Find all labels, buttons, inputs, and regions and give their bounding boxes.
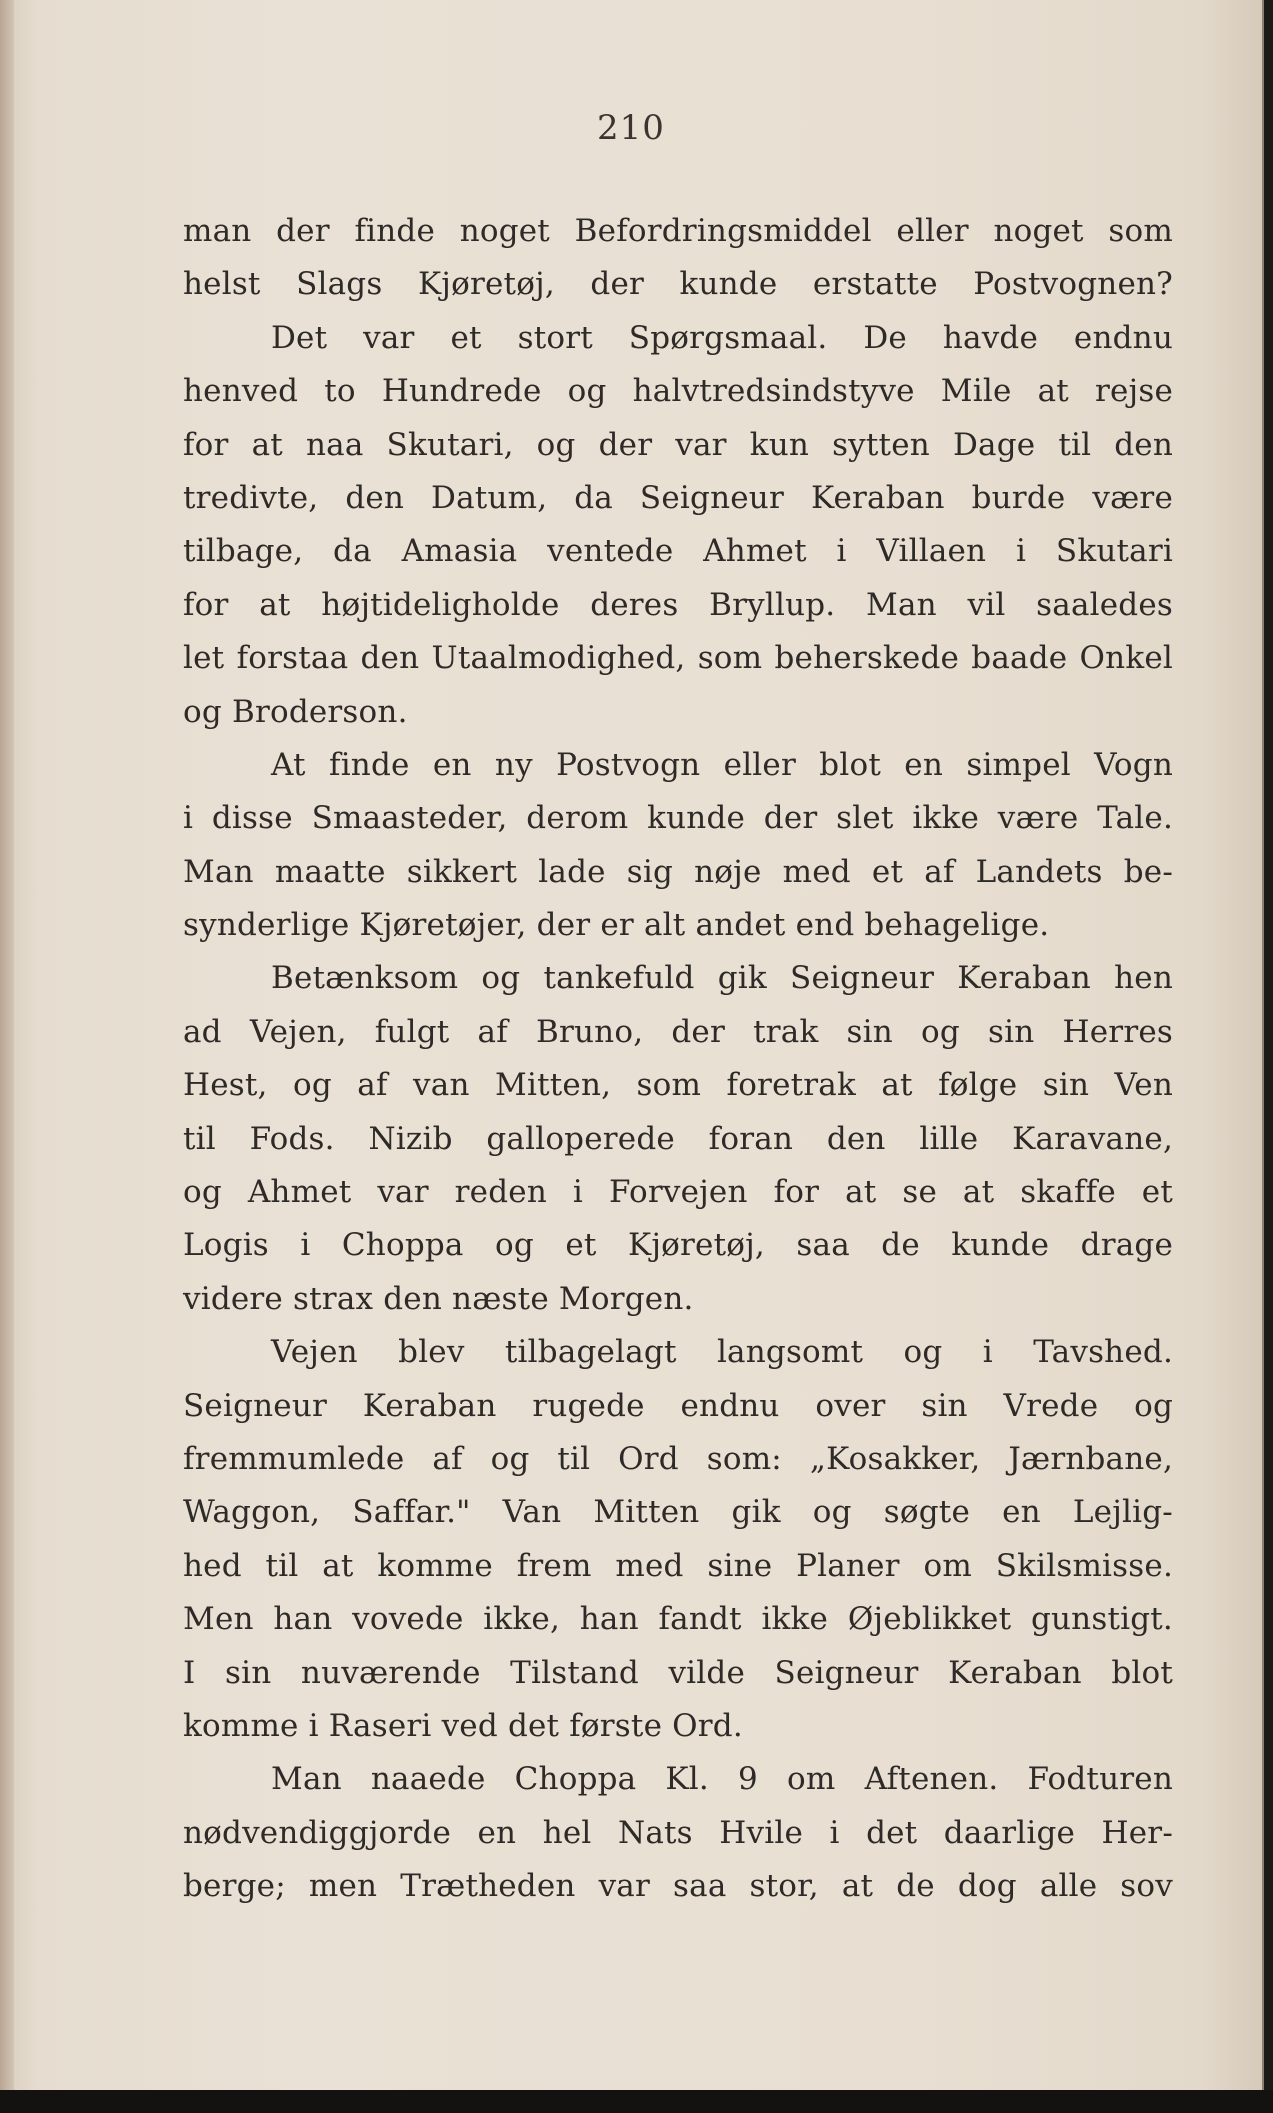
text-line: for at naa Skutari, og der var kun sytten Dage til den	[183, 426, 1173, 463]
text-line: videre strax den næste Morgen.	[183, 1280, 694, 1317]
text-line: Betænksom og tankefuld gik Seigneur Keraban hen	[271, 960, 1173, 997]
text-line: Waggon, Saffar." Van Mitten gik og søgte en Lejlig-	[183, 1494, 1173, 1531]
text-line: Men han vovede ikke, han fandt ikke Øjeblikket gunstigt.	[183, 1601, 1173, 1638]
text-line: og Broderson.	[183, 693, 408, 730]
text-line: fremmumlede af og til Ord som: „Kosakker, Jærnbane,	[183, 1440, 1173, 1477]
text-line: og Ahmet var reden i Forvejen for at se at skaffe et	[183, 1174, 1173, 1211]
text-line: I sin nuværende Tilstand vilde Seigneur Keraban blot	[183, 1654, 1173, 1691]
text-line: At finde en ny Postvogn eller blot en simpel Vogn	[271, 746, 1173, 783]
text-line: helst Slags Kjøretøj, der kunde erstatte Postvognen?	[183, 266, 1173, 303]
body-text	[183, 205, 1173, 1914]
text-line: til Fods. Nizib galloperede foran den lille Karavane,	[183, 1120, 1173, 1157]
text-line: henved to Hundrede og halvtredsindstyve Mile at rejse	[183, 373, 1173, 410]
text-line: Vejen blev tilbagelagt langsomt og i Tavshed.	[271, 1334, 1173, 1371]
text-line: berge; men Trætheden var saa stor, at de dog alle sov	[183, 1868, 1173, 1905]
scan-bottom-edge	[0, 2090, 1273, 2113]
text-line: let forstaa den Utaalmodighed, som beherskede baade Onkel	[183, 640, 1173, 677]
text-line: nødvendiggjorde en hel Nats Hvile i det daarlige Her-	[183, 1814, 1173, 1851]
text-line: for at højtideligholde deres Bryllup. Man vil saaledes	[183, 586, 1173, 623]
text-line: Man naaede Choppa Kl. 9 om Aftenen. Fodturen	[271, 1761, 1173, 1798]
text-line: i disse Smaasteder, derom kunde der slet ikke være Tale.	[183, 800, 1173, 837]
page-number: 210	[597, 108, 665, 148]
text-line: tilbage, da Amasia ventede Ahmet i Villaen i Skutari	[183, 533, 1173, 570]
text-line: Logis i Choppa og et Kjøretøj, saa de kunde drage	[183, 1227, 1173, 1264]
text-line: tredivte, den Datum, da Seigneur Keraban burde være	[183, 479, 1173, 516]
text-line: Det var et stort Spørgsmaal. De havde endnu	[271, 319, 1173, 356]
text-line: Man maatte sikkert lade sig nøje med et af Landets be-	[183, 853, 1173, 890]
text-line: hed til at komme frem med sine Planer om Skilsmisse.	[183, 1547, 1173, 1584]
text-line: ad Vejen, fulgt af Bruno, der trak sin og sin Herres	[183, 1013, 1173, 1050]
text-line: man der finde noget Befordringsmiddel eller noget som	[183, 213, 1173, 249]
text-line: Seigneur Keraban rugede endnu over sin Vrede og	[183, 1387, 1173, 1424]
text-line: Hest, og af van Mitten, som foretrak at følge sin Ven	[183, 1067, 1173, 1104]
text-line: komme i Raseri ved det første Ord.	[183, 1707, 743, 1744]
text-line: synderlige Kjøretøjer, der er alt andet end behagelige.	[183, 907, 1050, 944]
